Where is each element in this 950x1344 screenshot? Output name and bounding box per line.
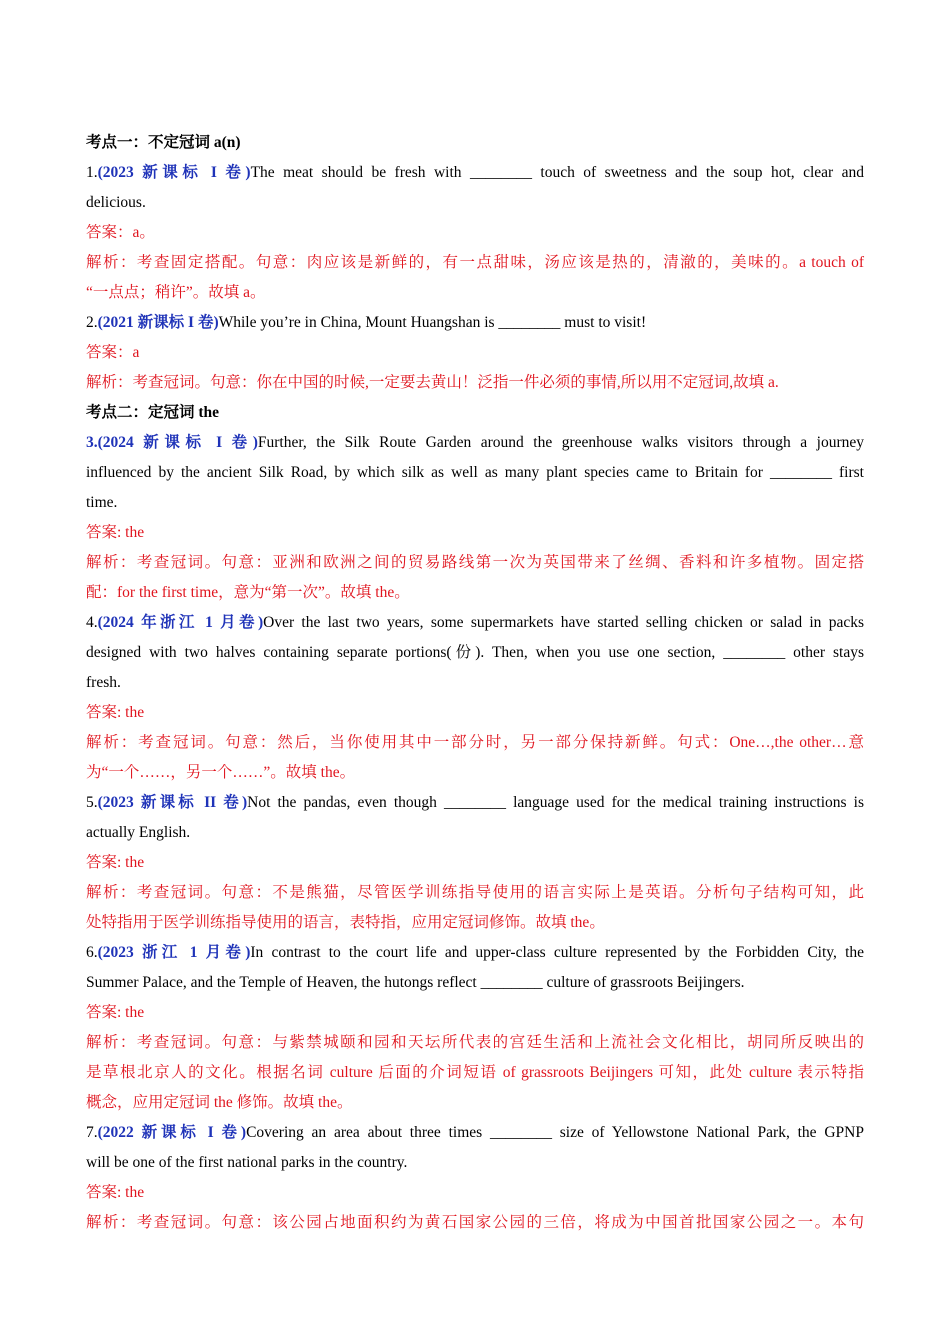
question-source: (2021 新课标 I 卷) <box>97 314 219 331</box>
explanation-2-line-1: 解析：考查冠词。句意：你在中国的时候,一定要去黄山！泛指一件必须的事情,所以用不定冠词,故填 a. <box>86 374 779 391</box>
answer-6: 答案: the <box>86 1004 145 1021</box>
question-number: 7. <box>86 1124 98 1141</box>
question-7-line-2: will be one of the first national parks in the country. <box>86 1154 408 1171</box>
question-text: Over the last two years, some supermarkets have started selling chicken or salad in packs <box>263 614 864 631</box>
question-number: 1. <box>86 164 98 181</box>
question-3-line-3: time. <box>86 494 118 511</box>
explanation-1-line-2: “一点点；稍许”。故填 a。 <box>86 284 266 301</box>
explanation-5-line-2: 处特指用于医学训练指导使用的语言，表特指，应用定冠词修饰。故填 the。 <box>86 914 605 931</box>
explanation-4-line-1: 解析：考查冠词。句意：然后，当你使用其中一部分时，另一部分保持新鲜。句式：One…,the other…意 <box>86 734 864 751</box>
answer-3: 答案: the <box>86 524 145 541</box>
explanation-6-line-3: 概念，应用定冠词 the 修饰。故填 the。 <box>86 1094 353 1111</box>
explanation-7-line-1: 解析：考查冠词。句意：该公园占地面积约为黄石国家公园的三倍，将成为中国首批国家公园之一。本句 <box>86 1214 864 1231</box>
question-7-line-1 <box>86 1118 864 1148</box>
question-number: 2. <box>86 314 98 331</box>
question-number: 5. <box>86 794 98 811</box>
explanation-5-line-1: 解析：考查冠词。句意：不是熊猫，尽管医学训练指导使用的语言实际上是英语。分析句子结构可知，此 <box>86 884 864 901</box>
question-source: (2024 新课标 I 卷) <box>97 434 258 451</box>
question-5-line-2: actually English. <box>86 824 191 841</box>
question-2-line-1 <box>86 308 864 338</box>
question-4-line-2: designed with two halves containing separate portions(份). Then, when you use one section, ________ other stays <box>86 644 864 661</box>
question-source: (2023 浙江 1 月卷) <box>97 944 251 961</box>
explanation-6-line-1: 解析：考查冠词。句意：与紫禁城颐和园和天坛所代表的宫廷生活和上流社会文化相比，胡同所反映出的 <box>86 1034 864 1051</box>
section-heading-indefinite-article: 考点一：不定冠词 a(n) <box>86 134 241 151</box>
question-text: Further, the Silk Route Garden around the greenhouse walks visitors through a journey <box>257 434 864 451</box>
question-4-line-3: fresh. <box>86 674 121 691</box>
question-source: (2023 新课标 I 卷) <box>97 164 251 181</box>
question-6-line-1 <box>86 938 864 968</box>
explanation-6-line-2: 是草根北京人的文化。根据名词 culture 后面的介词短语 of grassroots Beijingers 可知，此处 culture 表示特指 <box>86 1064 864 1081</box>
answer-5: 答案: the <box>86 854 145 871</box>
explanation-1-line-1: 解析：考查固定搭配。句意：肉应该是新鲜的，有一点甜味，汤应该是热的，清澈的，美味的。a touch of <box>86 254 864 271</box>
document-page <box>86 128 864 1238</box>
answer-7: 答案: the <box>86 1184 145 1201</box>
question-text: The meat should be fresh with ________ touch of sweetness and the soup hot, clear and <box>250 164 865 181</box>
question-number: 4. <box>86 614 98 631</box>
explanation-3-line-1: 解析：考查冠词。句意：亚洲和欧洲之间的贸易路线第一次为英国带来了丝绸、香料和许多植物。固定搭 <box>86 554 864 571</box>
question-number: 3. <box>86 434 98 451</box>
question-text: While you’re in China, Mount Huangshan is ________ must to visit! <box>218 314 647 331</box>
question-5-line-1 <box>86 788 864 818</box>
answer-2: 答案：a <box>86 344 140 361</box>
question-source: (2022 新课标 I 卷) <box>97 1124 247 1141</box>
question-source: (2024 年浙江 1 月卷) <box>97 614 264 631</box>
answer-4: 答案: the <box>86 704 145 721</box>
question-1-line-2: delicious. <box>86 194 146 211</box>
question-6-line-2: Summer Palace, and the Temple of Heaven, the hutongs reflect ________ culture of grassroots Beijingers. <box>86 974 745 991</box>
section-heading-definite-article: 考点二：定冠词 the <box>86 404 220 421</box>
question-number: 6. <box>86 944 98 961</box>
question-source: (2023 新课标 II 卷) <box>97 794 248 811</box>
explanation-3-line-2: 配：for the first time，意为“第一次”。故填 the。 <box>86 584 410 601</box>
question-text: Covering an area about three times ________ size of Yellowstone National Park, the GPNP <box>246 1124 864 1141</box>
answer-1: 答案：a。 <box>86 224 155 241</box>
question-text: In contrast to the court life and upper-class culture represented by the Forbidden City, the <box>250 944 865 961</box>
question-4-line-1 <box>86 608 864 638</box>
question-1-line-1 <box>86 158 864 188</box>
question-3-line-2: influenced by the ancient Silk Road, by which silk as well as many plant species came to Britain for ________ first <box>86 464 864 481</box>
explanation-4-line-2: 为“一个……，另一个……”。故填 the。 <box>86 764 356 781</box>
question-text: Not the pandas, even though ________ language used for the medical training instructions is <box>247 794 864 811</box>
question-3-line-1 <box>86 428 864 458</box>
